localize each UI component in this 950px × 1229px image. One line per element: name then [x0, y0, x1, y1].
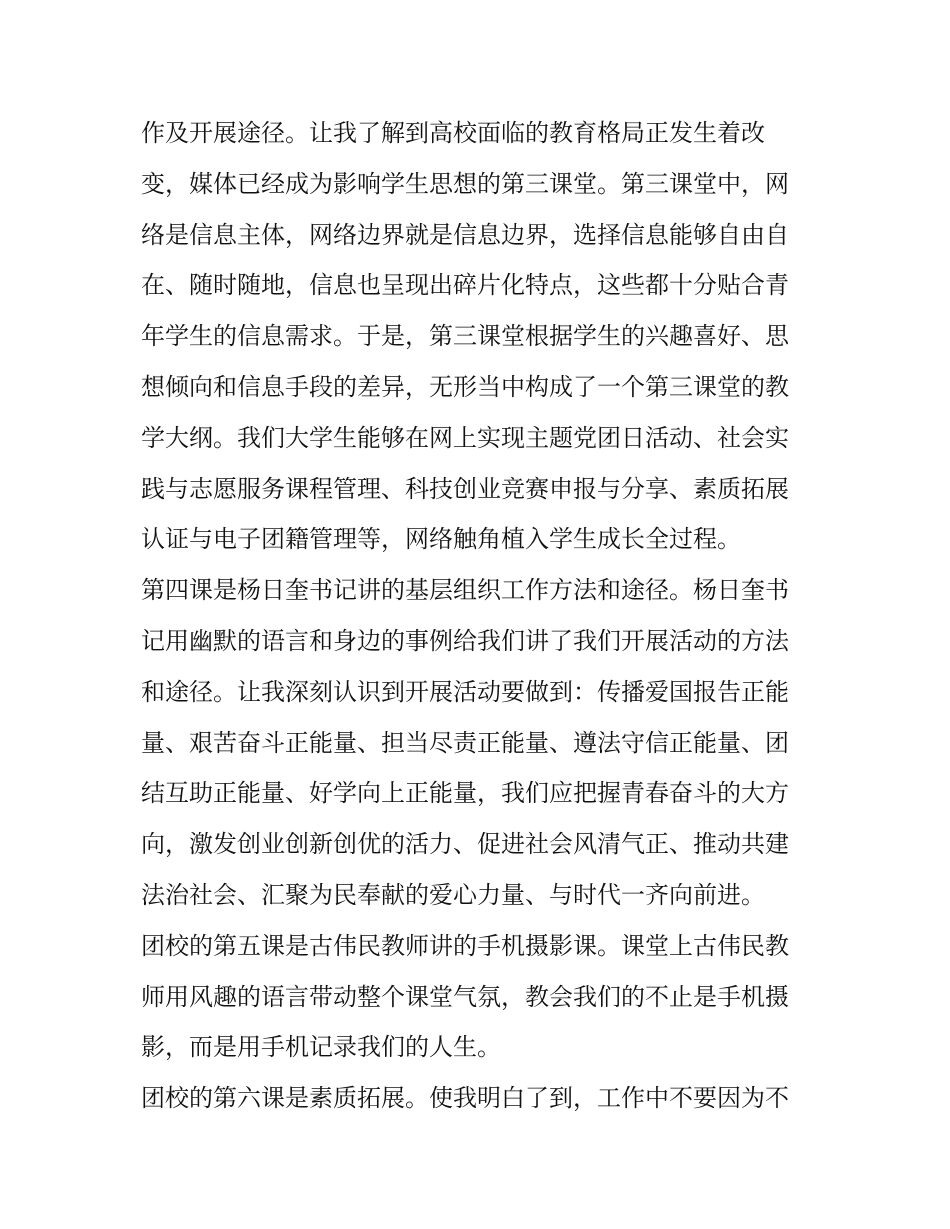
text-line: 第四课是杨日奎书记讲的基层组织工作方法和途径。杨日奎书: [141, 576, 789, 605]
text-line: 在、随时随地，信息也呈现出碎片化特点，这些都十分贴合青: [141, 271, 789, 300]
text-line: 想倾向和信息手段的差异，无形当中构成了一个第三课堂的教: [141, 372, 789, 401]
text-line: 学大纲。我们大学生能够在网上实现主题党团日活动、社会实: [141, 423, 789, 452]
text-line: 团校的第六课是素质拓展。使我明白了到，工作中不要因为不: [141, 1084, 789, 1113]
document-text: [141, 108, 813, 1124]
text-line: 师用风趣的语言带动整个课堂气氛，教会我们的不止是手机摄: [141, 982, 789, 1011]
text-line: 年学生的信息需求。于是，第三课堂根据学生的兴趣喜好、思: [141, 322, 789, 351]
text-line: 变，媒体已经成为影响学生思想的第三课堂。第三课堂中，网: [141, 169, 789, 198]
text-line: 践与志愿服务课程管理、科技创业竞赛申报与分享、素质拓展: [141, 474, 789, 503]
paragraph: [141, 1073, 813, 1124]
paragraph: [141, 565, 813, 921]
paragraph: [141, 921, 813, 1073]
paragraph: [141, 108, 813, 565]
text-line: 团校的第五课是古伟民教师讲的手机摄影课。课堂上古伟民教: [141, 931, 789, 960]
text-line: 法治社会、汇聚为民奉献的爱心力量、与时代一齐向前进。: [141, 880, 765, 909]
text-line: 影，而是用手机记录我们的人生。: [141, 1033, 501, 1062]
text-line: 量、艰苦奋斗正能量、担当尽责正能量、遵法守信正能量、团: [141, 728, 789, 757]
text-line: 作及开展途径。让我了解到高校面临的教育格局正发生着改: [141, 119, 765, 147]
text-line: 认证与电子团籍管理等，网络触角植入学生成长全过程。: [141, 525, 741, 554]
text-line: 向，激发创业创新创优的活力、促进社会风清气正、推动共建: [141, 830, 789, 859]
text-line: 和途径。让我深刻认识到开展活动要做到：传播爱国报告正能: [141, 677, 789, 706]
text-line: 记用幽默的语言和身边的事例给我们讲了我们开展活动的方法: [141, 626, 789, 655]
text-line: 络是信息主体，网络边界就是信息边界，选择信息能够自由自: [141, 220, 789, 249]
text-line: 结互助正能量、好学向上正能量，我们应把握青春奋斗的大方: [141, 779, 789, 808]
